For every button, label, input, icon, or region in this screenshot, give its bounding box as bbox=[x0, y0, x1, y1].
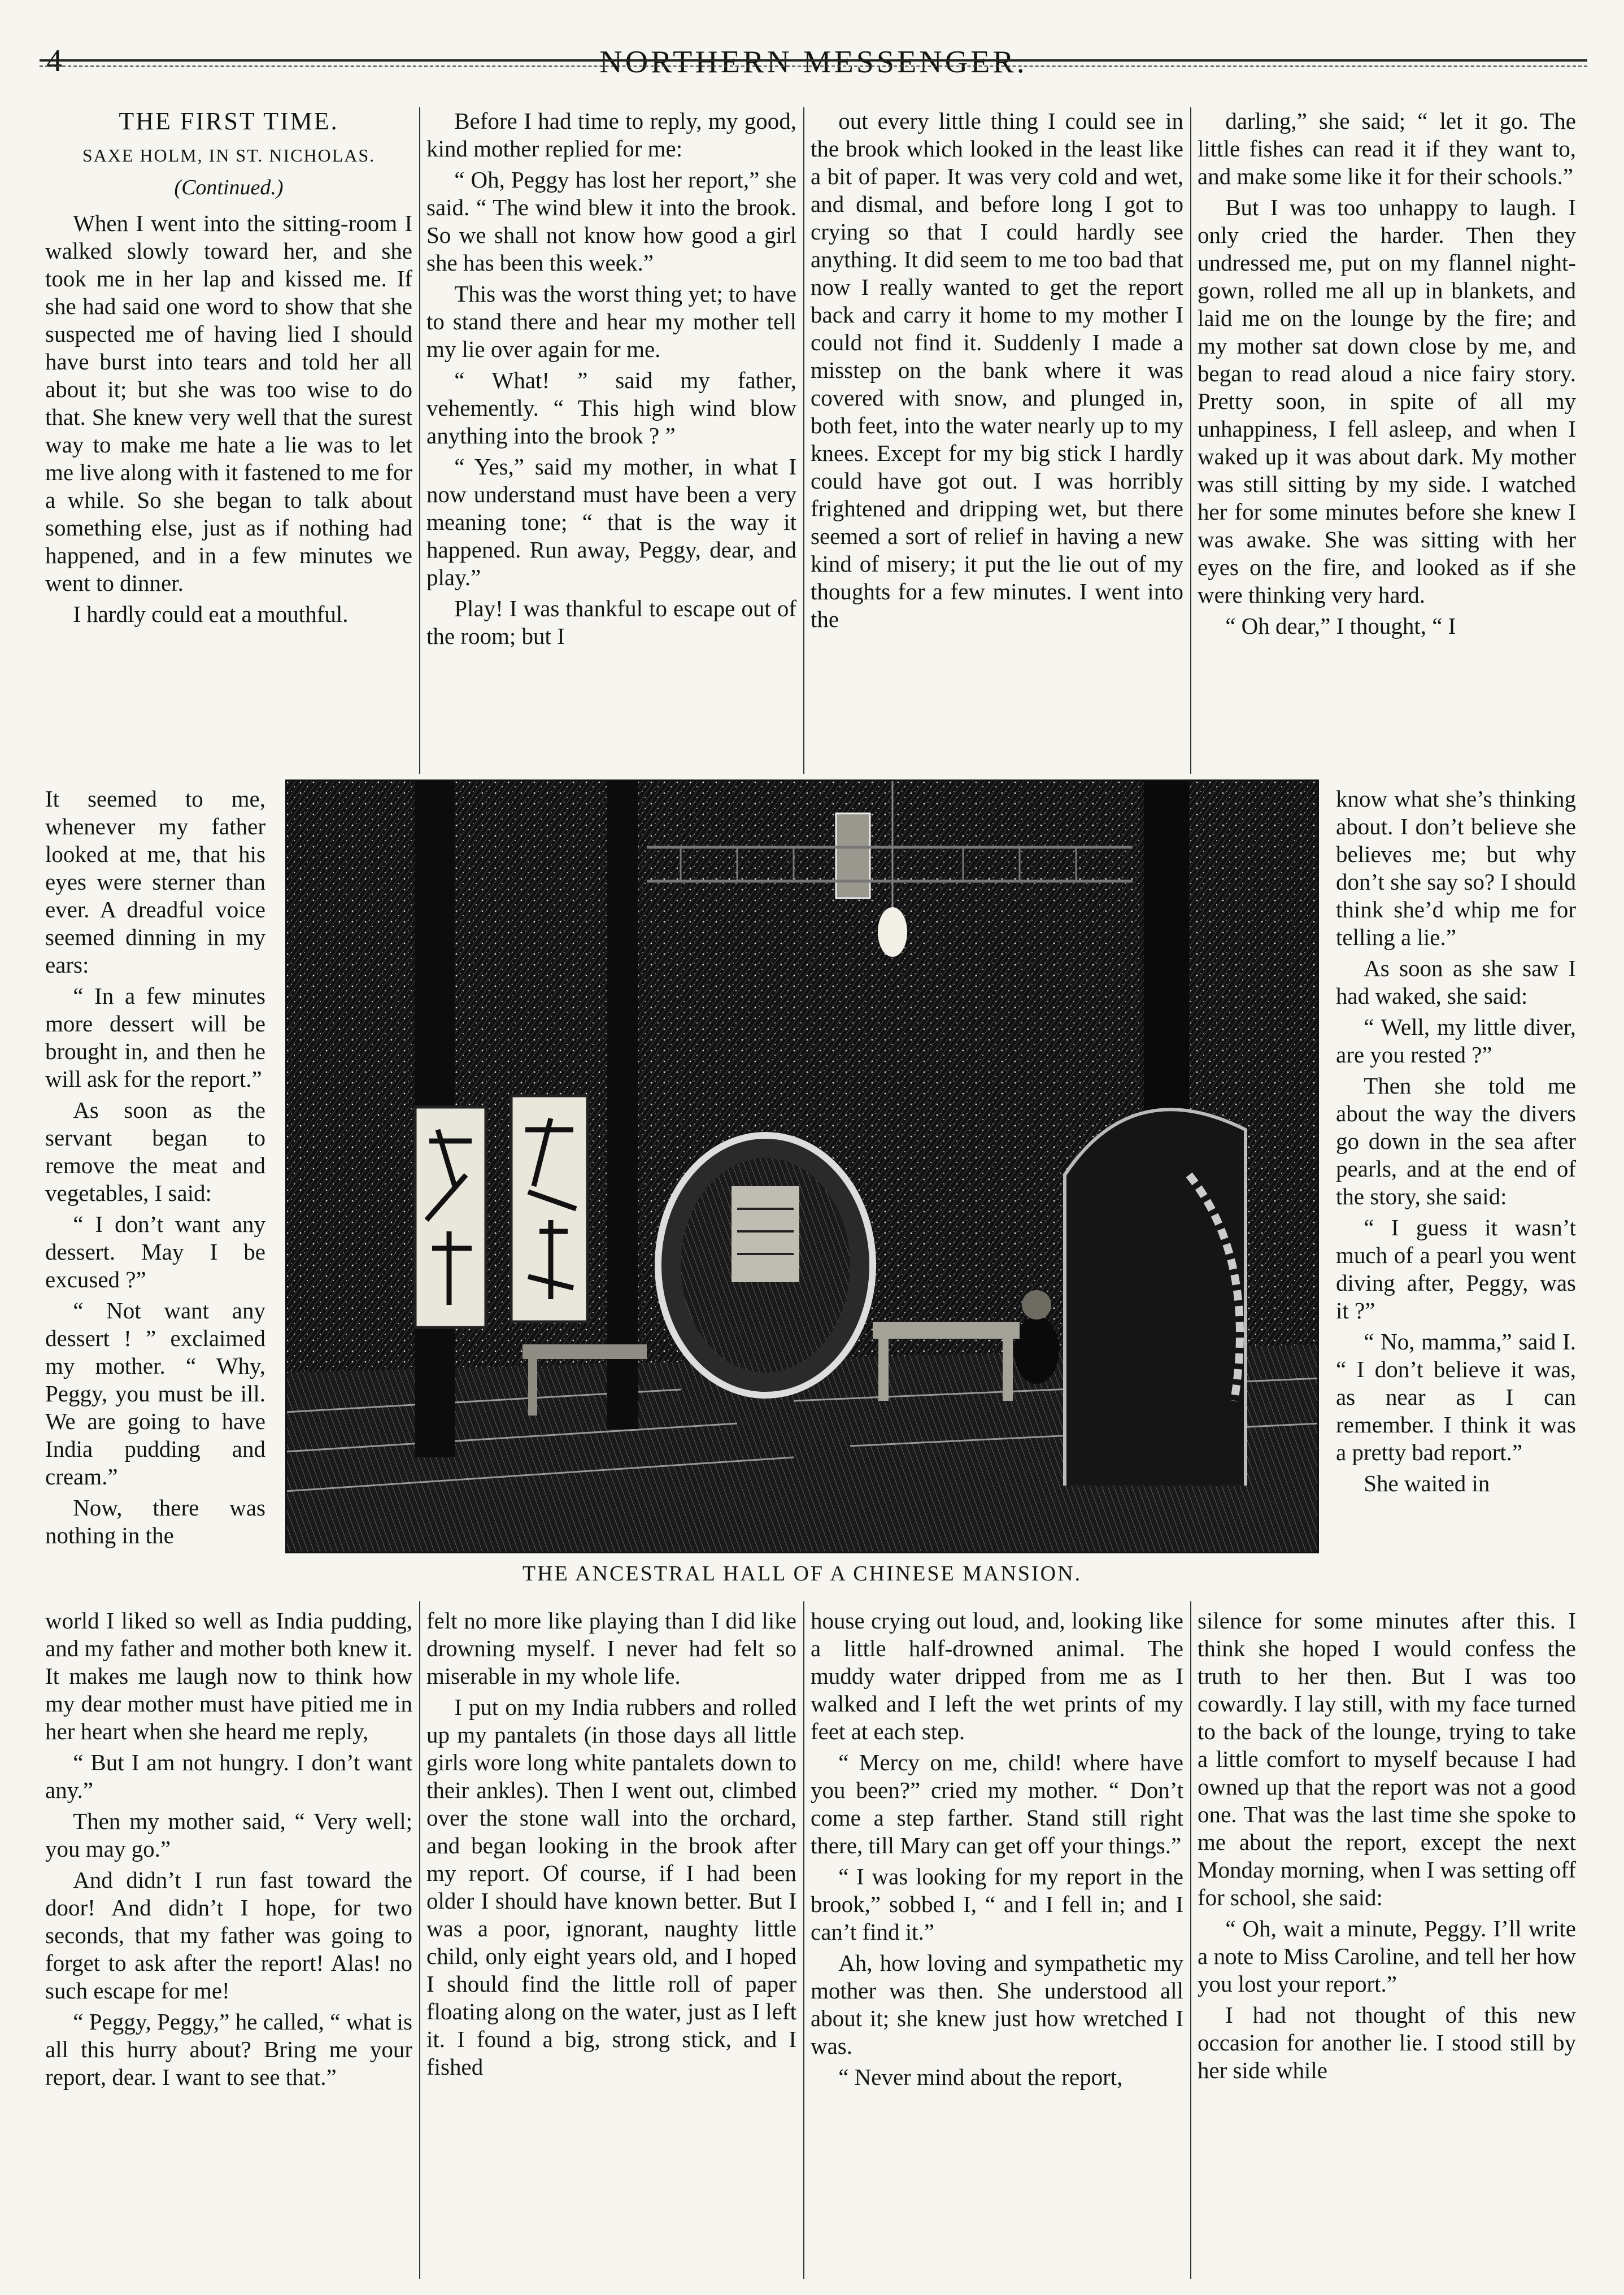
column-rule bbox=[1190, 107, 1191, 774]
article-continued: (Continued.) bbox=[174, 176, 284, 199]
paragraph: “ I don’t want any dessert. May I be excused ?” bbox=[45, 1211, 265, 1292]
paragraph: I hardly could eat a mouthful. bbox=[73, 601, 349, 627]
paragraph: silence for some minutes after this. I think she hoped I would confess the truth to her then. But I was too cowardly. I lay still, with my face turned to the back of the lounge, trying to take a little comfort to myself because I had owned up that the report was not a good one. That was the last time she spoke to me about the report, except the next Monday morning, when I was setting off for school, she said: bbox=[1198, 1608, 1576, 1910]
masthead: NORTHERN MESSENGER. bbox=[599, 45, 1027, 80]
paragraph: This was the worst thing yet; to have to stand there and hear my mother tell my lie over again for me. bbox=[426, 281, 796, 362]
paragraph: darling,” she said; “ let it go. The little fishes can read it if they want to, and make some like it for their schools.” bbox=[1198, 108, 1576, 189]
paragraph: Now, there was nothing in the bbox=[45, 1495, 265, 1548]
column-4-bottom bbox=[1198, 1607, 1576, 2088]
page-header bbox=[40, 40, 1587, 90]
column-4-narrow bbox=[1336, 785, 1576, 1501]
paragraph: Then my mother said, “ Very well; you may go.” bbox=[45, 1808, 412, 1862]
paragraph: “ Oh, wait a minute, Peggy. I’ll write a note to Miss Caroline, and tell her how you lost your report.” bbox=[1198, 1915, 1576, 1997]
paragraph: As soon as the servant began to remove the meat and vegetables, I said: bbox=[45, 1097, 265, 1206]
column-rule bbox=[419, 1601, 420, 2279]
paragraph: “ Yes,” said my mother, in what I now understand must have been a very meaning tone; “ that is the way it happened. Run away, Peggy, dear, and play.” bbox=[426, 454, 796, 590]
paragraph: “ I guess it wasn’t much of a pearl you went diving after, Peggy, was it ?” bbox=[1336, 1214, 1576, 1323]
column-1-top bbox=[45, 107, 412, 632]
column-1-narrow bbox=[45, 785, 265, 1553]
paragraph: But I was too unhappy to laugh. I only cried the harder. Then they undressed me, put on my flannel night-gown, rolled me all up in blankets, and laid me on the lounge by the fire; and my mother sat down close by me, and began to read aloud a nice fairy story. Pretty soon, in spite of all my unhappiness, I fell asleep, and when I waked up it was about dark. My mother was still sitting by my side. I watched her for some minutes before she knew I was awake. She was sitting with her eyes on the fire, and looked as if she were thinking very hard. bbox=[1198, 194, 1576, 608]
paragraph: When I went into the sitting-room I walked slowly toward her, and she took me in her lap and kissed me. If she had said one word to show that she suspected me of having lied I should have burst into tears and told her all about it; but she was too wise to do that. She knew very well that the surest way to make me hate a lie was to let me live along with it fastened to me for a while. So she began to talk about something else, just as if nothing had happened, and in a few minutes we went to dinner. bbox=[45, 210, 412, 596]
paragraph: “ Mercy on me, child! where have you been?” cried my mother. “ Don’t come a step farther. Stand still right there, till Mary can get off your things.” bbox=[811, 1749, 1183, 1858]
paragraph: felt no more like playing than I did like drowning myself. I never had felt so miserable in my whole life. bbox=[426, 1608, 796, 1689]
header-rule-dashed bbox=[40, 66, 1587, 67]
paragraph: world I liked so well as India pudding, and my father and mother both knew it. It makes me laugh now to think how my dear mother must have pitied me in her heart when she heard me reply, bbox=[45, 1608, 412, 1744]
paragraph: “ Never mind about the report, bbox=[838, 2064, 1123, 2090]
paragraph: “ Oh dear,” I thought, “ I bbox=[1225, 613, 1456, 639]
column-rule bbox=[419, 107, 420, 774]
paragraph: “ What! ” said my father, vehemently. “ This high wind blow anything into the brook ? ” bbox=[426, 367, 796, 448]
paragraph: She waited in bbox=[1364, 1470, 1490, 1496]
column-rule bbox=[803, 1601, 804, 2279]
paragraph: I had not thought of this new occasion for another lie. I stood still by her side while bbox=[1198, 2002, 1576, 2083]
paragraph: “ Not want any dessert ! ” exclaimed my mother. “ Why, Peggy, you must be ill. We are going to have India pudding and cream.” bbox=[45, 1297, 265, 1490]
paragraph: Before I had time to reply, my good, kind mother replied for me: bbox=[426, 108, 796, 162]
paragraph: Ah, how loving and sympathetic my mother was then. She understood all about it; she knew just how wretched I was. bbox=[811, 1950, 1183, 2059]
figure-caption: THE ANCESTRAL HALL OF A CHINESE MANSION. bbox=[522, 1562, 1082, 1586]
column-3-bottom bbox=[811, 1607, 1183, 2094]
engraving-chinese-hall bbox=[285, 779, 1319, 1553]
paragraph: “ Oh, Peggy has lost her report,” she said. “ The wind blew it into the brook. So we shall not know how good a girl she has been this week.” bbox=[426, 167, 796, 276]
paragraph: I put on my India rubbers and rolled up my pantalets (in those days all little girls wore long white pantalets down to their ankles). Then I went out, climbed over the stone wall into the orchard, and began looking in the brook after my report. Of course, if I had been older I should have known better. But I was a poor, ignorant, naughty little child, only eight years old, and I hoped I should find the little roll of paper floating along on the water, just as I left it. I found a big, strong stick, and I fished bbox=[426, 1694, 796, 2080]
paragraph: Then she told me about the way the divers go down in the sea after pearls, and at the end of the story, she said: bbox=[1336, 1073, 1576, 1209]
paragraph: “ Peggy, Peggy,” he called, “ what is all this hurry about? Bring me your report, dear. I want to see that.” bbox=[45, 2009, 412, 2090]
article-source: SAXE HOLM, IN ST. NICHOLAS. bbox=[82, 145, 376, 166]
column-2-top bbox=[426, 107, 796, 654]
column-4-top bbox=[1198, 107, 1576, 643]
page-number: 4 bbox=[46, 43, 62, 79]
column-rule bbox=[1190, 1601, 1191, 2279]
paragraph: know what she’s thinking about. I don’t believe she believes me; but why don’t she say so? I should think she’d whip me for telling a lie.” bbox=[1336, 786, 1576, 950]
paragraph: Play! I was thankful to escape out of the room; but I bbox=[426, 595, 796, 649]
paragraph: “ I was looking for my report in the brook,” sobbed I, “ and I fell in; and I can’t find it.” bbox=[811, 1863, 1183, 1945]
column-2-bottom bbox=[426, 1607, 796, 2084]
engraving-illustration bbox=[285, 779, 1319, 1553]
article-title: THE FIRST TIME. bbox=[119, 107, 339, 135]
paragraph: As soon as she saw I had waked, she said: bbox=[1336, 955, 1576, 1009]
column-1-bottom bbox=[45, 1607, 412, 2094]
header-rule bbox=[40, 59, 1587, 62]
paragraph: house crying out loud, and, looking like a little half-drowned animal. The muddy water dripped from me as I walked and I left the wet prints of my feet at each step. bbox=[811, 1608, 1183, 1744]
paragraph: It seemed to me, whenever my father looked at me, that his eyes were sterner than ever. A dreadful voice seemed dinning in my ears: bbox=[45, 786, 265, 978]
paragraph: “ No, mamma,” said I. “ I don’t believe it was, as near as I can remember. I think it was a pretty bad report.” bbox=[1336, 1329, 1576, 1465]
column-3-top bbox=[811, 107, 1183, 637]
paragraph: “ In a few minutes more dessert will be brought in, and then he will ask for the report.” bbox=[45, 983, 265, 1092]
paragraph: “ But I am not hungry. I don’t want any.” bbox=[45, 1749, 412, 1803]
paragraph: And didn’t I run fast toward the door! And didn’t I hope, for two seconds, that my father was going to forget to ask after the report! Alas! no such escape for me! bbox=[45, 1867, 412, 2004]
column-rule bbox=[803, 107, 804, 774]
paragraph: “ Well, my little diver, are you rested ?” bbox=[1336, 1014, 1576, 1068]
paragraph: out every little thing I could see in the brook which looked in the least like a bit of paper. It was very cold and wet, and dismal, and before long I got to crying so that I could hardly see anything. It did seem to me too bad that now I really wanted to get the report back and carry it home to my mother I could not find it. Suddenly I made a misstep on the bank where it was covered with snow, and plunged in, both feet, into the water nearly up to my knees. Except for my big stick I hardly could have got out. I was horribly frightened and dripping wet, but there seemed a sort of relief in having a new kind of misery; it put the lie out of my thoughts for a few minutes. I went into the bbox=[811, 108, 1183, 632]
